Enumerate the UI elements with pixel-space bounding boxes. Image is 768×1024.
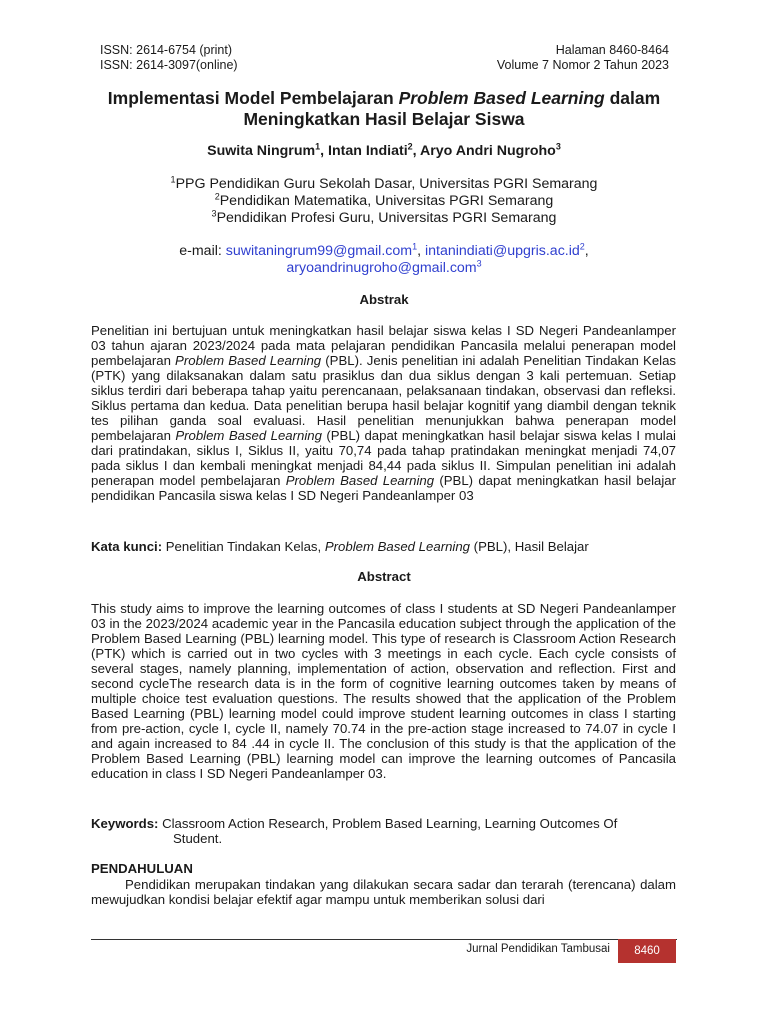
kata-kunci-text: (PBL), Hasil Belajar xyxy=(470,539,589,554)
kata-kunci-text: Penelitian Tindakan Kelas, xyxy=(162,539,325,554)
email-label: e-mail: xyxy=(179,243,226,259)
footer-rule xyxy=(91,939,677,940)
pendahuluan-heading: PENDAHULUAN xyxy=(91,861,193,876)
abstrak-italic: Problem Based Learning xyxy=(175,428,322,443)
abstract-body: This study aims to improve the learning outcomes of class I students at SD Negeri Pandeanlamper 03 in the 2023/2024 academic year in the Pancasila education subject through the application of the Problem Based Learning (PBL) learning model. This type of research is Classroom Action Research (PTK) which is carried out in two cycles with 3 meetings in each cycle. Each cycle consists of several stages, namely planning, implementation of action, observation and reflection. First and second cycleThe research data is in the form of cognitive learning outcomes taken by means of multiple choice test evaluation questions. The results showed that the application of the Problem Based Learning (PBL) learning model could improve student learning outcomes in class I starting from pre-action, cycle I, cycle II, namely 70.74 in the pre-action stage increased to 74.07 in cycle I and again increased to 84 .44 in cycle II. The conclusion of this study is that the application of the Problem Based Learning (PBL) learning model can improve the learning outcomes of Pancasila education in class I SD Negeri Pandeanlamper 03. xyxy=(91,601,676,781)
kata-kunci xyxy=(91,539,676,554)
page-range: Halaman 8460-8464 xyxy=(555,43,669,57)
keywords-text: Classroom Action Research, Problem Based Learning, Learning Outcomes Of xyxy=(158,816,618,831)
affiliation-sup: 3 xyxy=(211,208,217,219)
header-volume xyxy=(497,43,669,73)
abstrak-italic: Problem Based Learning xyxy=(175,353,322,368)
affiliation-text: Pendidikan Matematika, Universitas PGRI Semarang xyxy=(219,193,554,209)
email-link[interactable]: suwitaningrum99@gmail.com xyxy=(225,243,413,259)
author-name: Suwita Ningrum xyxy=(207,143,316,159)
title-line2: Meningkatkan Hasil Belajar Siswa xyxy=(243,109,525,129)
author-name: Intan Indiati xyxy=(328,143,408,159)
header-issn xyxy=(100,43,238,73)
email-sup xyxy=(412,243,417,259)
author-sup: 2 xyxy=(407,141,413,152)
keywords xyxy=(91,816,676,846)
email-sup xyxy=(580,243,585,259)
abstrak-text: (PBL). Jenis penelitian ini adalah Penelitian Tindakan Kelas (PTK) yang dilaksanakan dalam satu prasiklus dan dua siklus dengan 3 kali pertemuan. Setiap siklus terdiri dari beberapa tahap yaitu perencanaan, pelaksanaan tindakan, observasi dan refleksi. Siklus pertama dan kedua. Data penelitian berupa hasil belajar kognitif yang diambil dengan teknik tes pilihan ganda soal evaluasi. Hasil penelitian menunjukkan bahwa penerapan model pembelajaran xyxy=(91,353,677,443)
affiliation xyxy=(60,210,708,227)
affiliation-list xyxy=(60,176,708,227)
pendahuluan-body: Pendidikan merupakan tindakan yang dilakukan secara sadar dan terarah (terencana) dalam mewujudkan kondisi belajar efektif agar mampu untuk memberikan solusi dari xyxy=(91,877,676,907)
author-sup: 1 xyxy=(315,141,321,152)
issn-print: ISSN: 2614-6754 (print) xyxy=(100,43,233,57)
abstrak-italic: Problem Based Learning xyxy=(285,473,435,488)
footer-page-number: 8460 xyxy=(618,939,676,963)
abstrak-body xyxy=(91,323,676,503)
author-sup: 3 xyxy=(555,141,561,152)
kata-kunci-label: Kata kunci: xyxy=(91,539,163,554)
keywords-text-2: Student. xyxy=(173,831,223,846)
affiliation xyxy=(60,176,708,193)
keywords-label: Keywords: xyxy=(91,816,159,831)
title-part2: dalam xyxy=(604,88,661,108)
email-sup-num: 3 xyxy=(476,258,482,269)
abstrak-heading: Abstrak xyxy=(359,292,409,307)
volume-issue: Volume 7 Nomor 2 Tahun 2023 xyxy=(496,58,669,72)
author-name: Aryo Andri Nugroho xyxy=(420,143,556,159)
affiliation-sup: 2 xyxy=(214,191,220,202)
abstrak-text: (PBL) dapat meningkatkan hasil belajar siswa kelas I mulai dari pratindakan, siklus I, Siklus II, yaitu 70,74 pada tahap pratindakan meningkat menjadi 74,07 pada siklus I dan kembali meningkat menjadi 84,44 pada siklus II. Simpulan penelitian ini adalah penerapan model pembelajaran xyxy=(91,428,676,488)
abstrak-text: Penelitian ini bertujuan untuk meningkatkan hasil belajar siswa kelas I SD Negeri Pandeanlamper 03 tahun ajaran 2023/2024 pada mata pelajaran pendidikan Pancasila melalui penerapan model pembelajaran xyxy=(91,323,676,368)
email-block: e-mail: suwitaningrum99@gmail.com$^1$, $intanindiati@upgris.ac.id^2$, aryoandrinugroho@gmail.com$^3$ xyxy=(179,241,589,276)
affiliation-sup: 1 xyxy=(170,174,176,185)
email-link[interactable]: intanindiati@upgris.ac.id xyxy=(424,243,580,259)
email-sup-num: 1 xyxy=(412,241,418,252)
title-italic: Problem Based Learning xyxy=(398,88,605,108)
email-sup xyxy=(477,260,482,276)
email-sup-num: 2 xyxy=(579,241,585,252)
issn-online: ISSN: 2614-3097(online) xyxy=(100,58,238,72)
title-part1: Implementasi Model Pembelajaran xyxy=(107,88,399,108)
abstract-heading: Abstract xyxy=(357,569,411,584)
author-list: Suwita Ningrum$^1$, Intan Indiati$^2$, Aryo Andri Nugroho$^3$ xyxy=(207,141,561,159)
paper-title xyxy=(60,88,708,130)
kata-kunci-italic: Problem Based Learning xyxy=(324,539,471,554)
affiliation-text: PPG Pendidikan Guru Sekolah Dasar, Universitas PGRI Semarang xyxy=(175,176,598,192)
affiliation-text: Pendidikan Profesi Guru, Universitas PGRI Semarang xyxy=(216,210,557,226)
email-link[interactable]: aryoandrinugroho@gmail.com xyxy=(286,260,477,276)
affiliation xyxy=(60,193,708,210)
abstrak-text: (PBL) dapat meningkatkan hasil belajar pendidikan Pancasila siswa kelas I SD Negeri Pandeanlamper 03 xyxy=(91,473,676,503)
footer-journal-name: Jurnal Pendidikan Tambusai xyxy=(466,943,610,955)
